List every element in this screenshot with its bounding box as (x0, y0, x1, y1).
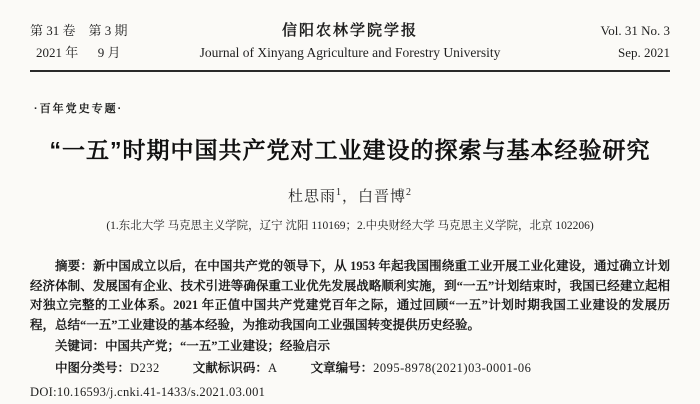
article-id-value: 2095-8978(2021)03-0001-06 (373, 360, 532, 375)
journal-header (30, 20, 670, 64)
abstract-label: 摘要： (55, 259, 94, 273)
keywords-text: 中国共产党；“一五”工业建设；经验启示 (105, 339, 331, 353)
doc-code-value: A (267, 360, 278, 375)
clc-label: 中图分类号： (55, 360, 131, 375)
author-sup-2: 2 (406, 187, 413, 198)
keywords-label: 关键词： (55, 339, 106, 353)
article-id-segment (311, 361, 532, 375)
author-name-1: 杜思雨 (287, 189, 336, 205)
vol-no-en: Vol. 31 No. 3 (600, 23, 670, 38)
year-month: 2021 年 9 月 (36, 45, 121, 60)
authors-line (0, 185, 700, 206)
doc-code-segment (193, 361, 278, 375)
clc-segment (55, 361, 160, 375)
header-volno-block (520, 20, 670, 64)
keywords-line (30, 337, 670, 357)
date-en: Sep. 2021 (618, 45, 670, 60)
affiliation: (1.东北大学 马克思主义学院，辽宁 沈阳 110169；2.中央财经大学 马克思主义学院，北京 102206) (106, 220, 594, 232)
header-journal-block (180, 20, 520, 64)
author-name-2: 白晋博 (358, 189, 407, 205)
journal-title-en: Journal of Xinyang Agriculture and Forestry University (199, 45, 501, 60)
section-tag: ·百年党史专题· (34, 103, 124, 115)
abstract-paragraph (30, 257, 670, 335)
doc-code-label: 文献标识码： (192, 360, 268, 375)
abstract-text: 新中国成立以后，在中国共产党的领导下，从 1953 年起我国围绕重工业开展工业化建设，通过确立计划经济体制、发展国有企业、技术引进等确保重工业优先发展战略顺利实施，到“一五”计划结束时，我国已经建立起相对独立完整的工业体系。2021 年正值中国共产党建党百年之际，通过回顾“一五”计划时期我国工业建设的发展历程，总结“一五”工业建设的基本经验，为推动我国向工业强国转变提供历史经验。 (30, 259, 670, 332)
header-divider (30, 70, 670, 72)
classification-line (30, 359, 670, 379)
author-separator: ， (341, 189, 358, 205)
clc-value: D232 (130, 360, 160, 375)
article-id-label: 文章编号： (310, 360, 374, 375)
volume-issue: 第 31 卷 第 3 期 (30, 23, 128, 38)
article-title: “一五”时期中国共产党对工业建设的探索与基本经验研究 (49, 137, 651, 163)
doi-line: DOI:10.16593/j.cnki.41-1433/s.2021.03.001 (30, 385, 266, 399)
header-volume-block (30, 20, 180, 64)
journal-title-cn: 信阳农林学院学报 (281, 23, 418, 39)
author-sup-1: 1 (335, 187, 342, 198)
